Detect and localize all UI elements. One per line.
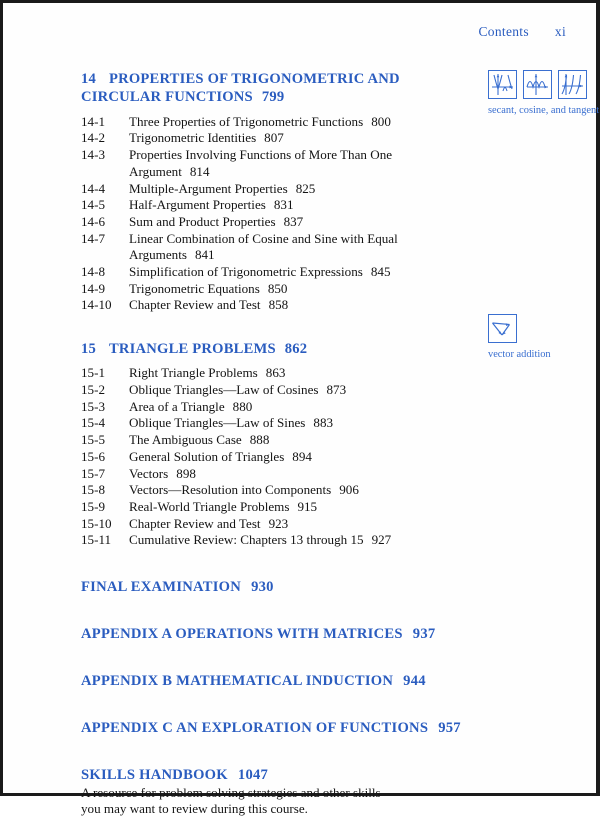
toc-section-row[interactable]	[81, 297, 466, 314]
section-title: Real-World Triangle Problems	[129, 498, 290, 514]
backmatter-title: APPENDIX A OPERATIONS WITH MATRICES	[81, 625, 403, 642]
toc-section-row[interactable]	[81, 532, 466, 549]
section-title: Oblique Triangles—Law of Sines	[129, 415, 306, 431]
section-body	[129, 466, 466, 483]
toc-section-row[interactable]	[81, 114, 466, 131]
section-title: Trigonometric Equations	[129, 280, 260, 296]
section-body	[129, 382, 466, 399]
toc-section-row[interactable]	[81, 399, 466, 416]
section-number: 15-9	[81, 498, 106, 514]
section-body	[129, 114, 466, 131]
backmatter-title: APPENDIX C AN EXPLORATION OF FUNCTIONS	[81, 719, 429, 736]
toc-section-row[interactable]	[81, 516, 466, 533]
backmatter-appendix-c[interactable]	[81, 720, 466, 737]
spacer	[81, 549, 466, 579]
section-title: Simplification of Trigonometric Expressions	[129, 263, 363, 279]
section-number: 15-4	[81, 415, 106, 431]
skills-handbook-title: SKILLS HANDBOOK	[81, 766, 228, 783]
chapter-number: 15	[81, 341, 96, 357]
section-body	[129, 147, 466, 180]
section-title: Properties Involving Functions of More Than One	[129, 147, 393, 163]
toc-section-row[interactable]	[81, 482, 466, 499]
icon-group-trig-graphs	[488, 70, 603, 118]
backmatter-final-examination[interactable]	[81, 579, 466, 596]
icon-caption-trig-graphs: secant, cosine, and tangent	[488, 105, 600, 116]
section-number: 15-6	[81, 448, 106, 464]
skills-handbook-blurb	[81, 785, 466, 818]
toc-section-row[interactable]	[81, 432, 466, 449]
backmatter-page: 930	[251, 578, 274, 595]
section-page: 825	[295, 180, 316, 196]
section-page: 894	[292, 448, 312, 464]
section-title: Vectors—Resolution into Components	[129, 482, 332, 498]
spacer	[81, 596, 466, 626]
section-number: 15-10	[81, 515, 112, 531]
section-body	[129, 365, 466, 382]
section-number: 14-10	[81, 297, 112, 313]
section-body	[129, 181, 466, 198]
icon-row	[488, 314, 603, 343]
section-title: Multiple-Argument Properties	[129, 180, 288, 196]
toc-section-row[interactable]	[81, 231, 466, 264]
backmatter-page: 937	[412, 625, 436, 642]
tangent-graph-icon[interactable]	[558, 70, 587, 99]
backmatter-page: 944	[403, 672, 426, 689]
section-number: 14-5	[81, 197, 106, 213]
section-body	[129, 532, 466, 549]
section-page: 888	[249, 432, 270, 448]
section-page: 845	[370, 263, 391, 279]
secant-graph-icon[interactable]	[488, 70, 517, 99]
section-page: 800	[371, 113, 391, 129]
section-title: Trigonometric Identities	[129, 130, 257, 146]
section-body	[129, 231, 466, 264]
section-list-14	[81, 114, 466, 314]
toc-section-row[interactable]	[81, 130, 466, 147]
toc-section-row[interactable]	[81, 449, 466, 466]
skills-handbook-blurb-line2: you may want to review during this course.	[81, 801, 308, 817]
section-title: Vectors	[129, 465, 169, 481]
backmatter-appendix-b[interactable]	[81, 673, 466, 690]
section-page: 858	[268, 297, 289, 313]
toc-section-row[interactable]	[81, 147, 466, 180]
section-title: Cumulative Review: Chapters 13 through 15	[129, 532, 364, 548]
section-page: 883	[313, 415, 334, 431]
section-page: 841	[194, 247, 215, 263]
section-title: Three Properties of Trigonometric Functions	[129, 113, 364, 129]
spacer	[81, 737, 466, 767]
cosine-graph-icon[interactable]	[523, 70, 552, 99]
icon-caption-vector-addition: vector addition	[488, 348, 551, 360]
section-page: 863	[265, 365, 286, 381]
section-page: 927	[371, 532, 392, 548]
chapter-entry-14	[81, 70, 466, 314]
section-body	[129, 214, 466, 231]
section-page: 880	[232, 398, 253, 414]
section-title: Chapter Review and Test	[129, 297, 261, 313]
toc-section-row[interactable]	[81, 499, 466, 516]
section-number: 15-11	[81, 532, 112, 548]
section-page: 837	[283, 213, 304, 229]
section-page: 873	[326, 382, 347, 398]
toc-section-row[interactable]	[81, 415, 466, 432]
section-page: 831	[273, 197, 294, 213]
toc-section-row[interactable]	[81, 382, 466, 399]
section-title: Linear Combination of Cosine and Sine with Equal	[129, 230, 398, 246]
section-number: 14-4	[81, 180, 106, 196]
section-title-continuation	[129, 247, 466, 264]
section-number: 14-6	[81, 213, 106, 229]
section-number: 14-8	[81, 263, 106, 279]
chapter-title: TRIANGLE PROBLEMS	[109, 341, 276, 357]
backmatter-title: APPENDIX B MATHEMATICAL INDUCTION	[81, 672, 394, 689]
section-body	[129, 449, 466, 466]
section-title: Sum and Product Properties	[129, 213, 276, 229]
section-title: Oblique Triangles—Law of Cosines	[129, 382, 319, 398]
spacer	[81, 314, 466, 340]
section-list-15	[81, 365, 466, 549]
chapter-page: 799	[261, 89, 285, 106]
section-number: 14-2	[81, 130, 106, 146]
section-number: 15-1	[81, 365, 106, 381]
backmatter-title: FINAL EXAMINATION	[81, 578, 242, 595]
section-title-continuation	[129, 164, 466, 181]
section-number: 15-7	[81, 465, 106, 481]
section-number: 15-5	[81, 432, 106, 448]
section-number: 14-3	[81, 147, 106, 163]
backmatter-page: 957	[438, 719, 461, 736]
margin-icon-column	[488, 70, 603, 367]
section-body	[129, 297, 466, 314]
skills-handbook-heading[interactable]	[81, 767, 466, 784]
table-of-contents	[81, 70, 466, 818]
section-body	[129, 499, 466, 516]
section-page: 807	[264, 130, 284, 146]
toc-section-row[interactable]	[81, 264, 466, 281]
chapter-entry-15	[81, 340, 466, 549]
toc-section-row[interactable]	[81, 281, 466, 298]
backmatter-appendix-a[interactable]	[81, 626, 466, 643]
section-page: 898	[176, 465, 196, 481]
section-body	[129, 415, 466, 432]
section-page: 850	[267, 280, 288, 296]
section-body	[129, 264, 466, 281]
vector-addition-icon[interactable]	[488, 314, 517, 343]
chapter-page: 862	[284, 341, 308, 357]
skills-handbook-entry	[81, 767, 466, 818]
section-title-cont-text: Argument	[129, 163, 182, 179]
section-page: 923	[268, 515, 289, 531]
spacer	[81, 690, 466, 720]
section-title: Chapter Review and Test	[129, 515, 261, 531]
page-paper	[6, 6, 600, 817]
toc-section-row[interactable]	[81, 181, 466, 198]
chapter-heading-15[interactable]	[81, 340, 466, 358]
skills-handbook-blurb-line1: A resource for problem solving strategies and other skills	[81, 784, 381, 800]
section-number: 14-1	[81, 113, 106, 129]
section-number: 15-3	[81, 398, 106, 414]
section-title: Area of a Triangle	[129, 398, 225, 414]
icon-group-vector-addition	[488, 314, 603, 362]
section-title: Right Triangle Problems	[129, 365, 258, 381]
icon-row	[488, 70, 603, 99]
section-body	[129, 432, 466, 449]
section-title: The Ambiguous Case	[129, 432, 242, 448]
section-page: 906	[339, 482, 359, 498]
section-body	[129, 281, 466, 298]
section-number: 15-8	[81, 482, 106, 498]
section-number: 14-7	[81, 230, 106, 246]
section-body	[129, 197, 466, 214]
running-head-label: Contents	[478, 24, 529, 39]
page-folio: xi	[554, 24, 566, 39]
spacer	[81, 643, 466, 673]
section-body	[129, 516, 466, 533]
chapter-title: PROPERTIES OF TRIGONOMETRIC AND CIRCULAR FUNCTIONS	[81, 71, 400, 106]
toc-section-row[interactable]	[81, 197, 466, 214]
toc-section-row[interactable]	[81, 365, 466, 382]
skills-handbook-page: 1047	[237, 766, 269, 783]
section-page: 915	[297, 498, 318, 514]
section-title: Half-Argument Properties	[129, 197, 266, 213]
chapter-heading-14[interactable]	[81, 70, 466, 107]
toc-section-row[interactable]	[81, 214, 466, 231]
section-number: 14-9	[81, 280, 106, 296]
section-body	[129, 130, 466, 147]
section-body	[129, 399, 466, 416]
running-head	[6, 24, 566, 40]
section-number: 15-2	[81, 382, 106, 398]
section-title: General Solution of Triangles	[129, 448, 285, 464]
chapter-number: 14	[81, 71, 96, 87]
section-page: 814	[189, 163, 210, 179]
toc-section-row[interactable]	[81, 466, 466, 483]
section-title-cont-text: Arguments	[129, 247, 187, 263]
section-body	[129, 482, 466, 499]
